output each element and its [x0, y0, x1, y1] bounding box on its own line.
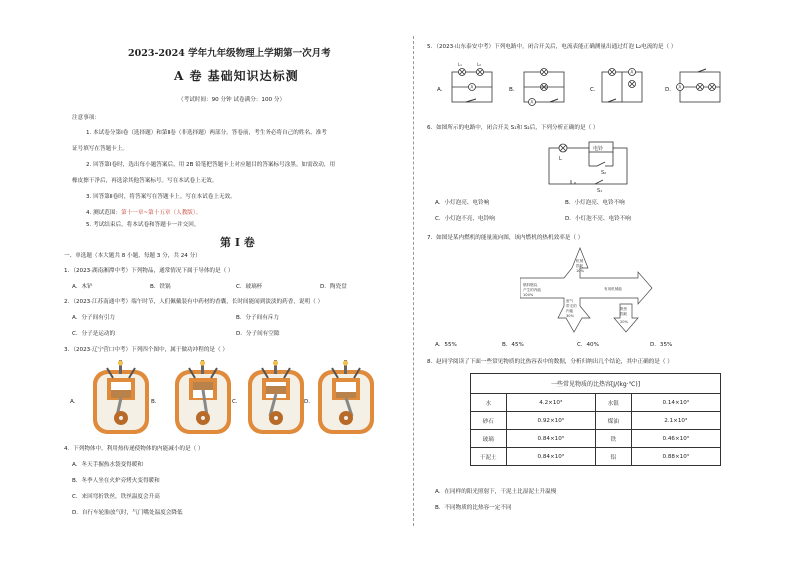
ammeter-label: A [678, 84, 682, 90]
table-header-row [471, 374, 721, 394]
q7-option-d[interactable]: D．35% [650, 342, 673, 348]
q5-label-d[interactable]: D． [665, 87, 675, 93]
q6-option-c[interactable]: C．小灯泡不亮、电铃响 [435, 216, 495, 222]
q4-option-c[interactable]: C．来回弯折铁丝，铁丝温度会升高 [72, 494, 160, 500]
flow-exhaust-label: 带走的 [566, 304, 577, 308]
table-row [471, 394, 721, 412]
table-cell: 砂石 [471, 412, 507, 430]
q6-stem: 6．如图所示的电路中，闭合开关 S₁和 S₂后，下列分析正确的是（ ） [427, 125, 599, 131]
table-cell: 2.1×10³ [631, 412, 720, 430]
table-cell: 0.14×10³ [631, 394, 720, 412]
circuit-q6 [545, 138, 631, 194]
section-instruction: 一、单选题（本大题共 8 小题，每题 3 分，共 24 分） [64, 253, 201, 259]
q8-option-a[interactable]: A．在同样的阳光照射下，干泥土比湿泥土升温慢 [435, 489, 557, 495]
note-line: 2. 回答第Ⅰ卷时，选出每小题答案后，用 2B 铅笔把答题卡上对应题目的答案标号涂黑。如需改动，用 [86, 162, 336, 168]
table-cell: 4.2×10³ [506, 394, 595, 412]
table-cell: 煤油 [595, 412, 631, 430]
table-cell: 0.46×10³ [631, 430, 720, 448]
q8-stem: 8．赵同学阅读了下面一些常见物质的比热容表中的数据，分析归纳出几个结论，其中正确的是（ ） [427, 359, 673, 365]
exam-info: （考试时间：90 分钟 试卷满分：100 分） [178, 97, 286, 103]
switch-label: S₁ [597, 188, 603, 194]
q7-stem: 7．如图是某内燃机的能量流向图，该内燃机的热机效率是（ ） [427, 235, 584, 241]
table-title: 一些常见物质的比热容[J/(kg·℃)] [471, 374, 721, 394]
flow-friction-label: 10% [576, 269, 584, 273]
circuit-d [676, 62, 726, 106]
lamp-label: L [559, 156, 562, 162]
flow-cooling-label: 散热 [620, 307, 628, 311]
table-cell: 水银 [595, 394, 631, 412]
note-line: 证号填写在答题卡上。 [72, 146, 128, 152]
flow-input-label: 产生的内能 [523, 288, 541, 292]
table-cell: 0.84×10³ [506, 430, 595, 448]
table-cell: 0.84×10³ [506, 448, 595, 466]
q3-label-c[interactable]: C． [232, 399, 242, 405]
q5-label-b[interactable]: B． [509, 87, 519, 93]
q7-option-a[interactable]: A．55% [435, 342, 457, 348]
q6-option-a[interactable]: A．小灯泡亮、电铃响 [435, 200, 490, 206]
engine-diagram-c [248, 360, 304, 434]
flow-exhaust-label: 内能 [566, 309, 574, 313]
circuit-c [598, 62, 648, 106]
table-cell: 玻璃 [471, 430, 507, 448]
q6-option-d[interactable]: D．小灯泡不亮、电铃不响 [565, 216, 631, 222]
switch-label: S₂ [601, 170, 607, 176]
circuit-b [520, 62, 570, 106]
exam-title: 2023-2024 学年九年级物理上学期第一次月考 [128, 48, 331, 59]
lamp-label: L₂ [477, 62, 481, 67]
table-cell: 0.92×10³ [506, 412, 595, 430]
q7-option-b[interactable]: B．45% [502, 342, 524, 348]
note-range-value: 第十一章~第十五章（人教版）。 [121, 210, 202, 216]
q4-stem: 4．下列物体中，利用热传递使物体的内能减小的是（ ） [64, 446, 204, 452]
q4-option-b[interactable]: B．冬季人坐在火炉旁烤火变得暖和 [72, 478, 160, 484]
q2-option-a[interactable]: A．分子间有引力 [72, 315, 115, 321]
table-cell: 铁 [595, 430, 631, 448]
flow-input-label: 100% [523, 293, 534, 297]
q3-stem: 3．（2023·辽宁营口中考）下列四个图中，属于做功冲程的是（ ） [64, 347, 228, 353]
q3-label-a[interactable]: A． [70, 399, 80, 405]
note-line: 1. 本试卷分第Ⅰ卷（选择题）和第Ⅱ卷（非选择题）两部分。答卷前，考生务必将自己的姓名、准考 [86, 130, 327, 136]
note-line: 3. 回答第Ⅱ卷时，将答案写在答题卡上。写在本试卷上无效。 [86, 194, 236, 200]
ammeter-label: A [470, 84, 474, 90]
q7-option-c[interactable]: C．40% [577, 342, 599, 348]
q1-option-c[interactable]: C．玻璃杯 [236, 284, 263, 290]
q4-option-a[interactable]: A．冬天手握热水袋变得暖和 [72, 462, 143, 468]
flow-exhaust-label: 废气 [566, 299, 574, 303]
q1-option-d[interactable]: D．陶瓷盘 [320, 284, 347, 290]
q1-stem: 1．（2023·湖南湘潭中考）下列物品，通常情况下属于导体的是（ ） [64, 268, 234, 274]
q5-stem: 5．（2023·山东泰安中考）下列电路中，闭合开关后，电流表能正确测量出通过灯泡 L₂电流的是（ ） [427, 44, 677, 50]
flow-friction-label: 损耗 [576, 264, 584, 268]
ammeter-label: A [630, 69, 634, 75]
note-line-range [86, 210, 201, 217]
q2-option-b[interactable]: B．分子间有斥力 [236, 315, 279, 321]
engine-diagram-b [175, 360, 231, 434]
note-line: 5. 考试结束后，将本试卷和答题卡一并交回。 [86, 222, 200, 228]
table-cell: 水 [471, 394, 507, 412]
flow-cooling-label: 损耗 [620, 312, 628, 316]
flow-cooling-label: 20% [620, 320, 628, 324]
q3-label-b[interactable]: B． [151, 399, 161, 405]
q1-option-b[interactable]: B．铁锅 [150, 284, 171, 290]
q2-option-d[interactable]: D．分子间有空隙 [236, 331, 280, 337]
q3-label-d[interactable]: D． [304, 399, 314, 405]
q2-stem: 2．（2023·江苏南通中考）端午时节，人们佩戴装有中药材的香囊，长时间能闻到淡淡的药香，说明（ ） [64, 299, 324, 305]
engine-diagram-d [318, 360, 374, 434]
table-row [471, 430, 721, 448]
table-cell: 铝 [595, 448, 631, 466]
q6-option-b[interactable]: B．小灯泡亮、电铃不响 [565, 200, 625, 206]
section-title: 第 Ⅰ 卷 [220, 236, 255, 249]
note-range-prefix: 4. 测试范围： [86, 210, 122, 216]
table-cell: 0.88×10³ [631, 448, 720, 466]
ammeter-label: A [530, 99, 534, 105]
flow-input-label: 燃料燃烧 [523, 283, 538, 287]
energy-flow-diagram [520, 246, 654, 334]
bell-label: 电铃 [593, 146, 604, 152]
q1-option-a[interactable]: A．木铲 [72, 284, 93, 290]
q5-label-a[interactable]: A． [437, 87, 447, 93]
q2-option-c[interactable]: C．分子是运动的 [72, 331, 116, 337]
q4-option-d[interactable]: D．自行车轮胎放气时，气门嘴处温度会降低 [72, 510, 183, 516]
engine-diagram-a [93, 360, 149, 434]
flow-useful-label: 有用机械能 [604, 287, 622, 291]
q8-option-b[interactable]: B．不同物质的比热容一定不同 [435, 505, 512, 511]
flow-exhaust-label: 30% [566, 314, 574, 318]
column-divider [413, 36, 414, 526]
note-line: 橡皮擦干净后，再选涂其他答案标号。写在本试卷上无效。 [72, 178, 218, 184]
notes-heading: 注意事项： [72, 115, 100, 121]
table-row [471, 412, 721, 430]
table-row [471, 448, 721, 466]
table-cell: 干泥土 [471, 448, 507, 466]
flow-friction-label: 机械 [576, 259, 584, 263]
exam-subtitle: A 卷 基础知识达标测 [174, 69, 299, 83]
specific-heat-table [470, 373, 721, 466]
q5-label-c[interactable]: C． [590, 87, 600, 93]
circuit-a [448, 62, 498, 106]
lamp-label: L₁ [458, 62, 462, 67]
